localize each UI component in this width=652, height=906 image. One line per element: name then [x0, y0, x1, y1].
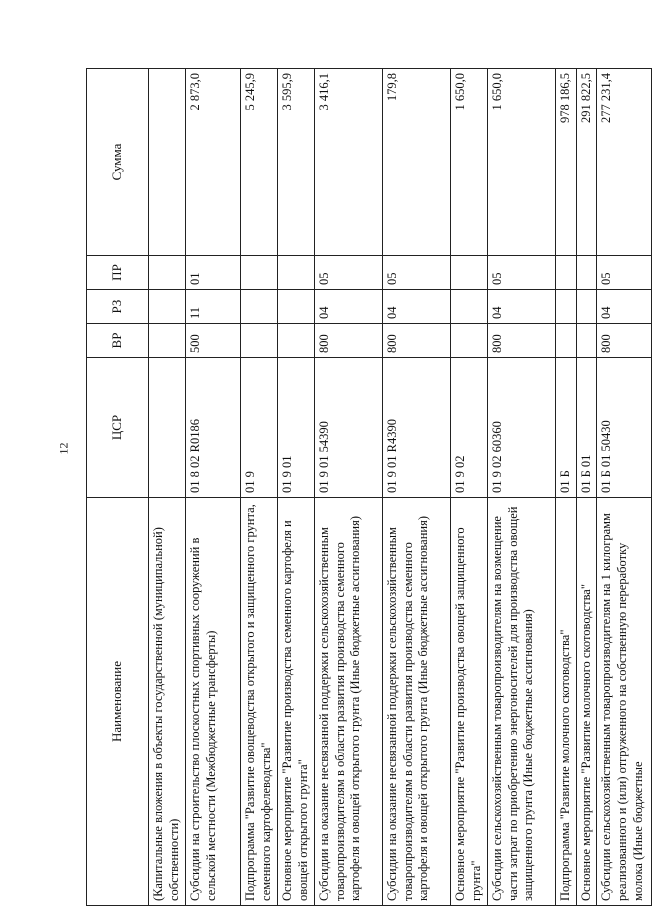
cell-csr: 01 Б	[556, 358, 577, 498]
cell-rz: 04	[383, 290, 451, 324]
cell-rz	[451, 290, 488, 324]
cell-name: (Капитальные вложения в объекты государственной (муниципальной) собственности)	[149, 498, 186, 906]
cell-vr: 800	[597, 324, 652, 358]
cell-pr	[451, 256, 488, 290]
cell-rz: 04	[488, 290, 556, 324]
cell-rz: 04	[315, 290, 383, 324]
cell-csr: 01 9 01 R4390	[383, 358, 451, 498]
cell-sum: 1 650,0	[488, 69, 556, 256]
cell-sum: 5 245,9	[241, 69, 278, 256]
cell-sum: 291 822,5	[576, 69, 597, 256]
table-row	[315, 69, 383, 906]
cell-pr: 01	[186, 256, 241, 290]
table-row	[556, 69, 577, 906]
rotated-table-frame	[86, 69, 645, 906]
header-vr: ВР	[87, 324, 149, 358]
cell-name: Основное мероприятие "Развитие производства семенного картофеля и овощей открытого грунта"	[278, 498, 315, 906]
cell-vr: 500	[186, 324, 241, 358]
table-sheet	[86, 69, 645, 906]
cell-vr: 800	[383, 324, 451, 358]
cell-csr: 01 9 02 60360	[488, 358, 556, 498]
page-number: 12	[56, 442, 71, 455]
cell-sum: 2 873,0	[186, 69, 241, 256]
cell-vr	[278, 324, 315, 358]
cell-csr: 01 9	[241, 358, 278, 498]
cell-vr: 800	[315, 324, 383, 358]
cell-sum: 3 416,1	[315, 69, 383, 256]
table-row	[597, 69, 652, 906]
cell-pr: 05	[315, 256, 383, 290]
table-row	[488, 69, 556, 906]
table-row	[278, 69, 315, 906]
cell-name: Субсидии на строительство плоскостных спортивных сооружений в сельской местности (Межбюджетные трансферты)	[186, 498, 241, 906]
cell-rz	[576, 290, 597, 324]
cell-rz	[556, 290, 577, 324]
cell-pr	[576, 256, 597, 290]
cell-sum	[149, 69, 186, 256]
cell-sum: 277 231,4	[597, 69, 652, 256]
cell-vr	[241, 324, 278, 358]
cell-name: Основное мероприятие "Развитие производства овощей защищенного грунта"	[451, 498, 488, 906]
table-row	[241, 69, 278, 906]
cell-name: Субсидии на оказание несвязанной поддержки сельскохозяйственным товаропроизводителям в области развития производства семенного картофеля и овощей открытого грунта (Иные бюджетные ассигнования)	[315, 498, 383, 906]
cell-vr: 800	[488, 324, 556, 358]
cell-name: Субсидии сельскохозяйственным товаропроизводителям на 1 килограмм реализованного и (или) отгруженного на собственную переработку молока (Иные бюджетные	[597, 498, 652, 906]
cell-pr: 05	[488, 256, 556, 290]
table-row	[451, 69, 488, 906]
cell-sum: 978 186,5	[556, 69, 577, 256]
cell-rz	[241, 290, 278, 324]
header-rz: РЗ	[87, 290, 149, 324]
cell-name: Субсидии на оказание несвязанной поддержки сельскохозяйственным товаропроизводителям в области развития производства семенного картофеля и овощей открытого грунта (Иные бюджетные ассигнования)	[383, 498, 451, 906]
table-row	[383, 69, 451, 906]
cell-name: Основное мероприятие "Развитие молочного скотоводства"	[576, 498, 597, 906]
header-sum: Сумма	[87, 69, 149, 256]
cell-csr: 01 Б 01 50430	[597, 358, 652, 498]
cell-csr: 01 8 02 R0186	[186, 358, 241, 498]
cell-rz: 04	[597, 290, 652, 324]
cell-sum: 179,8	[383, 69, 451, 256]
cell-sum: 1 650,0	[451, 69, 488, 256]
cell-rz	[149, 290, 186, 324]
header-pr: ПР	[87, 256, 149, 290]
cell-pr: 05	[597, 256, 652, 290]
cell-name: Подпрограмма "Развитие молочного скотоводства"	[556, 498, 577, 906]
cell-vr	[149, 324, 186, 358]
header-name: Наименование	[87, 498, 149, 906]
cell-vr	[576, 324, 597, 358]
cell-csr: 01 9 02	[451, 358, 488, 498]
table-row	[149, 69, 186, 906]
cell-csr	[149, 358, 186, 498]
cell-vr	[451, 324, 488, 358]
cell-rz: 11	[186, 290, 241, 324]
cell-pr	[556, 256, 577, 290]
table-row	[576, 69, 597, 906]
cell-csr: 01 9 01	[278, 358, 315, 498]
cell-pr: 05	[383, 256, 451, 290]
header-csr: ЦСР	[87, 358, 149, 498]
table-header-row	[87, 69, 149, 906]
cell-vr	[556, 324, 577, 358]
cell-name: Подпрограмма "Развитие овощеводства открытого и защищенного грунта, семенного картофелеводства"	[241, 498, 278, 906]
cell-sum: 3 595,9	[278, 69, 315, 256]
cell-csr: 01 9 01 54390	[315, 358, 383, 498]
cell-pr	[278, 256, 315, 290]
cell-name: Субсидии сельскохозяйственным товаропроизводителям на возмещение части затрат по приобретению энергоносителей для производства овощей защищенного грунта (Иные бюджетные ассигнования)	[488, 498, 556, 906]
cell-pr	[149, 256, 186, 290]
cell-rz	[278, 290, 315, 324]
cell-csr: 01 Б 01	[576, 358, 597, 498]
budget-table	[86, 68, 652, 906]
table-row	[186, 69, 241, 906]
cell-pr	[241, 256, 278, 290]
